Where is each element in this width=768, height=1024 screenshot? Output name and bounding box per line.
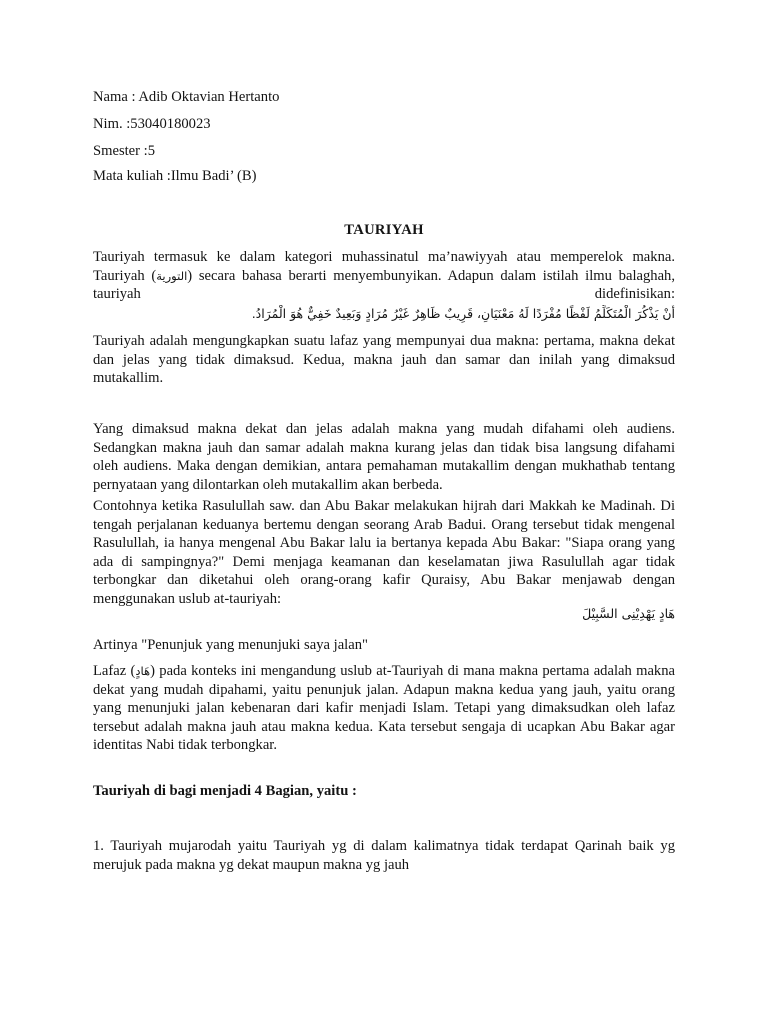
paragraph-text: Lafaz ( bbox=[93, 663, 136, 679]
translation-quote: "Penunjuk yang menunjuki saya jalan" bbox=[141, 637, 368, 653]
paragraph-meaning: Tauriyah adalah mengungkapkan suatu lafaz yang mempunyai dua makna: pertama, makna dekat dan jelas yang tidak dimaksud. Kedua, makna jauh dan samar dan inilah yang dimaksud mutakallim. bbox=[93, 333, 675, 386]
arabic-example: هَادٍ يَهْدِيْنِى السَّبِيْلَ bbox=[582, 606, 675, 621]
course-name: Mata kuliah :Ilmu Badi’ (B) bbox=[93, 168, 257, 184]
translation-lead: Artinya bbox=[93, 637, 142, 653]
paragraph-explanation: Yang dimaksud makna dekat dan jelas adalah makna yang mudah difahami oleh audiens. Sedangkan makna jauh dan samar adalah makna kurang jelas dan tidak bisa langsung difahami oleh audiens. Maka dengan demikian, antara pemahaman mutakallim dengan mukhathab tentang pernyataan yang dilontarkan oleh mutakallim akan berbeda. bbox=[93, 421, 675, 493]
arabic-definition: أَنْ يَذْكُرَ الْمُتَكَلِّمُ لَفْظًا مُفْرَدًا لَهُ مَعْنَيَانِ، قَرِيبٌ ظَاهِرٌ غَيْرُ مُرَادٍ وَبَعِيدٌ خَفِيٌّ هُوَ الْمُرَادُ. bbox=[251, 306, 675, 321]
arabic-word: هَادٍ bbox=[135, 664, 151, 678]
paragraph-lafaz bbox=[93, 662, 675, 755]
document-title: TAURIYAH bbox=[344, 222, 424, 238]
list-item: 1. Tauriyah mujarodah yaitu Tauriyah yg di dalam kalimatnya tidak terdapat Qarinah baik yg merujuk pada makna yg dekat maupun makna yg jauh bbox=[93, 838, 675, 873]
paragraph-text: ) secara bahasa berarti menyembunyikan. Adapun dalam istilah ilmu balaghah, tauriyah didefinisikan: bbox=[93, 267, 675, 302]
student-nim: Nim. :53040180023 bbox=[93, 116, 211, 132]
paragraph-example: Contohnya ketika Rasulullah saw. dan Abu Bakar melakukan hijrah dari Makkah ke Madinah. Di tengah perjalanan keduanya bertemu dengan seorang Arab Badui. Orang tersebut tidak mengenal Rasulullah, ia hanya mengenal Abu Bakar lalu ia bertanya kepada Abu Bakar: "Siapa orang yang ada di sampingnya?" Demi menjaga keamanan dan keselamatan jiwa Rasulullah agar tidak terbongkar dan diketahui oleh orang-orang kafir Quraisy, Abu Bakar menjawab dengan menggunakan uslub at-tauriyah: bbox=[93, 498, 675, 607]
section-heading: Tauriyah di bagi menjadi 4 Bagian, yaitu : bbox=[93, 783, 357, 799]
paragraph-text: ) pada konteks ini mengandung uslub at-Tauriyah di mana makna pertama adalah makna dekat yang mudah dipahami, yaitu penunjuk jalan. Adapun makna kedua yang jauh, yaitu orang yang menunjuki jalan kebenaran dari kafir menjadi Islam. Tetapi yang dimaksudkan oleh lafaz tersebut adalah makna jauh atau makna kedua. Kata tersebut sengaja di ucapkan Abu Bakar agar identitas Nabi tidak terbongkar. bbox=[93, 663, 675, 753]
student-semester: Smester :5 bbox=[93, 143, 156, 159]
example-translation bbox=[93, 636, 368, 655]
paragraph-definition-intro bbox=[93, 248, 675, 304]
arabic-term: التورية bbox=[156, 268, 188, 283]
student-name: Nama : Adib Oktavian Hertanto bbox=[93, 89, 280, 105]
paragraph-text: Tauriyah termasuk ke dalam kategori muhassinatul ma’nawiyyah atau memperelok makna. Tauriyah ( bbox=[93, 249, 675, 284]
